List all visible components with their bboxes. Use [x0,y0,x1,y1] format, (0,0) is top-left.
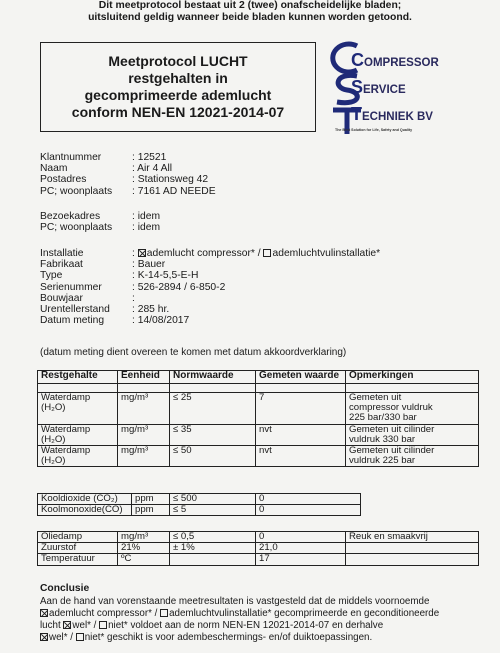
table-cell: Zuurstof [38,543,118,554]
text-segment: Urentellerstand [40,303,110,315]
table-cell: ≤ 0,5 [170,532,256,543]
table-cell [346,424,479,445]
text-segment: : Air 4 All [132,163,173,175]
text-segment: : K-14-5,5-E-H [132,270,199,282]
text-segment: Postadres [40,174,87,186]
text-segment: : idem [132,222,161,234]
checkbox-wel-checked [40,633,48,641]
table-row [38,494,361,505]
table-cell: mg/m³ [118,393,170,425]
col-header: Eenheid [118,371,170,384]
text-segment: (H₂O) [41,455,66,467]
text-segment: Serienummer [40,281,102,293]
checkbox-installation [263,249,271,257]
results-table-other [37,531,479,566]
text-segment: wel* / [49,632,76,643]
text-segment: Naam [40,163,68,175]
checkbox-niet [99,621,107,629]
visit-info [40,211,160,233]
info-row [40,293,380,304]
text-segment: (H₂O) [41,402,66,414]
table-cell: 0 [256,532,346,543]
table-cell: ± 1% [170,543,256,554]
client-info [40,152,216,197]
info-row [40,270,380,281]
info-row [40,186,216,197]
text-segment: lucht [40,620,64,631]
text-segment: Installatie [40,248,84,259]
table-cell: Kooldioxide (CO₂) [38,494,132,505]
table-cell: 7 [256,393,346,425]
text-segment: ademluchtvulinstallatie* gecomprimeerde en geconditioneerde [169,608,440,619]
table-cell: ppm [132,494,170,505]
info-row [40,152,216,163]
text-segment: : idem [132,211,161,222]
table-cell: ≤ 35 [170,424,256,445]
results-table-gases [37,493,361,516]
text-segment: T [351,104,362,124]
text-segment: ademlucht compressor* / [49,608,161,619]
text-segment: wel* / [72,620,100,631]
text-segment: (H₂O) [41,433,66,445]
table-cell: Temperatuur [38,554,118,565]
text-segment: : 14/08/2017 [132,315,190,327]
text-segment: Gemeten uit cilinder [349,445,435,457]
installation-info [40,248,380,326]
table-cell: 21% [118,543,170,554]
text-segment: ademluchtvulinstallatie* [272,248,381,259]
col-header: Normwaarde [170,371,256,384]
table-cell [256,384,346,393]
conclusion-text [40,596,480,644]
title-line-4: conform NEN-EN 12021-2014-07 [71,104,285,120]
table-cell: ºC [118,554,170,565]
checkbox-niet [76,633,84,641]
text-segment: vuldruk 225 bar [349,455,416,467]
col-header: Gemeten waarde [256,371,346,384]
table-cell [346,543,479,554]
table-cell: ppm [132,505,170,516]
text-segment: PC; woonplaats [40,185,113,197]
text-segment: ERVICE [363,84,406,96]
table-cell: 17 [256,554,346,565]
info-row [40,222,160,233]
table-row [38,446,479,467]
text-segment: Bouwjaar [40,292,83,304]
table-cell: mg/m³ [118,446,170,467]
table-row [38,505,361,516]
text-segment: Waterdamp [41,423,91,435]
logo-tagline: The Best Solution for Life, Safety and Quality [335,128,413,132]
table-cell [38,446,118,467]
notice-line-1: Dit meetprotocol bestaat uit 2 (twee) onafscheidelijke bladen; [98,0,402,11]
text-segment: ademlucht compressor* / [146,248,264,259]
table-cell: Oliedamp [38,532,118,543]
checkbox-wel-checked [63,621,71,629]
checkbox-installation [160,609,168,617]
table-cell [170,554,256,565]
text-segment: niet* voldoet aan de norm NEN-EN 12021-2014-07 en derhalve [108,620,384,631]
table-cell [38,424,118,445]
text-segment: Waterdamp [41,392,91,403]
table-cell [346,554,479,565]
results-table-water [37,370,479,467]
table-row [38,393,479,425]
text-segment: : Stationsweg 42 [132,174,209,186]
logo-wordmark [351,48,439,129]
title-line-3: gecomprimeerde ademlucht [84,87,272,103]
info-row [40,211,160,222]
text-segment: 225 bar/330 bar [349,412,417,424]
text-segment: PC; woonplaats [40,222,113,234]
table-cell: ≤ 25 [170,393,256,425]
table-cell: 21,0 [256,543,346,554]
title-line-1: Meetprotocol LUCHT [108,53,248,69]
table-cell: nvt [256,424,346,445]
text-segment: : 7161 AD NEEDE [132,185,216,197]
company-logo [327,40,467,140]
text-segment: niet* geschikt is voor adembeschermings- en/of duiktoepassingen. [84,632,373,643]
text-segment: Type [40,270,63,282]
info-row [40,304,380,315]
text-segment: Aan de hand van vorenstaande meetresultaten is vastgesteld dat de middels voornoemde [40,596,430,607]
table-row [38,424,479,445]
text-segment: S [351,77,364,97]
table-cell [346,393,479,425]
table-cell: ≤ 50 [170,446,256,467]
text-segment: Datum meting [40,315,105,327]
text-segment: Gemeten uit cilinder [349,423,435,435]
col-header: Restgehalte [38,371,118,384]
title-line-2: restgehalten in [128,70,228,86]
text-segment: Fabrikaat [40,259,83,271]
table-cell: 0 [256,505,361,516]
table-cell: Reuk en smaakvrij [346,532,479,543]
text-segment: ECHNIEK BV [362,111,433,123]
checkbox-compressor-checked [138,249,146,257]
date-remark: (datum meting dient overeen te komen met datum akkoordverklaring) [40,347,347,358]
text-segment: Klantnummer [40,152,102,163]
text-segment: : 285 hr. [132,303,170,315]
table-cell: mg/m³ [118,424,170,445]
text-segment: Bezoekadres [40,211,101,222]
table-spacer-row [38,384,479,393]
text-segment: compressor vuldruk [349,402,433,414]
info-row [40,282,380,293]
notice-line-2: uitsluitend geldig wanneer beide bladen kunnen worden getoond. [88,12,412,23]
conclusion-title: Conclusie [40,583,90,594]
info-row [40,174,216,185]
text-segment: : 526-2894 / 6-850-2 [132,281,226,293]
info-row [40,315,380,326]
info-row [40,259,380,270]
table-cell [38,393,118,425]
document-title-box [40,42,316,132]
table-cell: mg/m³ [118,532,170,543]
table-header-row [38,371,479,384]
checkbox-compressor-checked [40,609,48,617]
text-segment: Waterdamp [41,445,91,457]
text-segment: Gemeten uit [349,392,402,403]
table-cell: Koolmonoxide(CO) [38,505,132,516]
text-segment: : [132,248,138,259]
table-row [38,532,479,543]
text-segment: OMPRESSOR [364,57,439,69]
text-segment: C [351,50,364,70]
info-row [40,163,216,174]
text-segment: : [132,292,135,304]
text-segment: : 12521 [132,152,167,163]
table-cell: nvt [256,446,346,467]
info-row [40,248,380,259]
table-cell [346,446,479,467]
text-segment: vuldruk 330 bar [349,433,416,445]
validity-notice [0,0,500,24]
table-cell: ≤ 500 [170,494,256,505]
text-segment: : Bauer [132,259,166,271]
table-cell: 0 [256,494,361,505]
table-row [38,543,479,554]
table-cell: ≤ 5 [170,505,256,516]
table-row [38,554,479,565]
col-header: Opmerkingen [346,371,479,384]
